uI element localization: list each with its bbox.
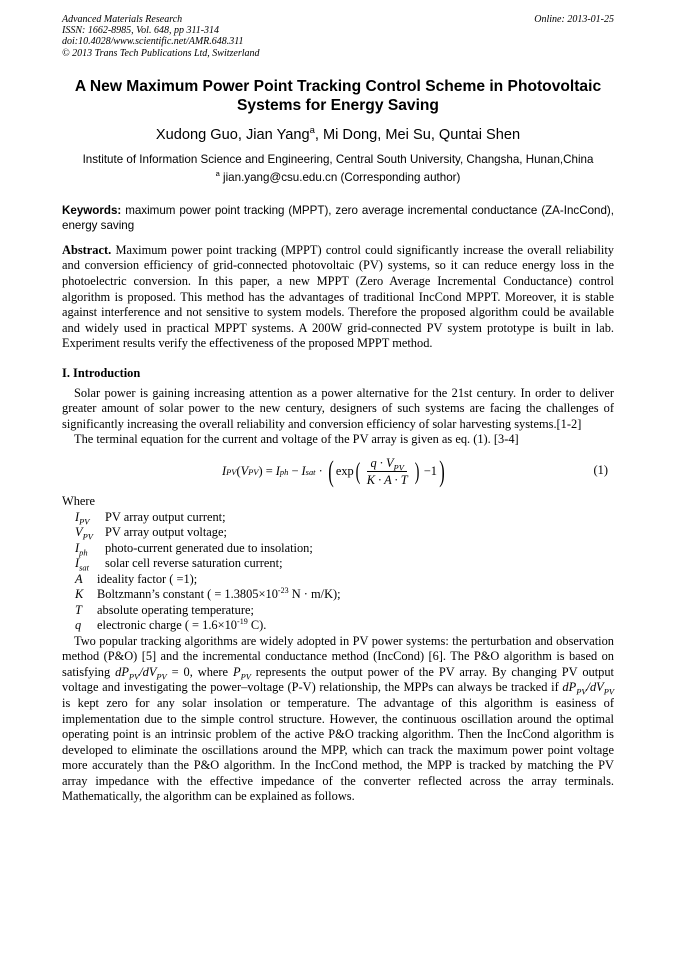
variable-symbol: A bbox=[75, 571, 83, 586]
variable-symbol bbox=[75, 510, 105, 526]
variable-description bbox=[97, 618, 266, 634]
eq-current-symbol: I bbox=[222, 464, 227, 479]
variable-symbol: q bbox=[75, 618, 82, 633]
abstract bbox=[62, 243, 614, 352]
eq-numerator-text: q · V bbox=[370, 456, 394, 471]
where-label: Where bbox=[62, 493, 96, 508]
paper-page bbox=[62, 14, 614, 805]
symbol-sub: PV bbox=[79, 516, 90, 526]
issn-line: ISSN: 1662-8985, Vol. 648, pp 311-314 bbox=[62, 25, 220, 37]
eq-numerator-sub: PV bbox=[393, 462, 404, 473]
variable-symbol: K bbox=[75, 587, 84, 602]
variable-row bbox=[75, 510, 614, 526]
variable-description: PV array output voltage; bbox=[105, 525, 227, 540]
symbol-letter: I bbox=[75, 540, 80, 555]
variable-row bbox=[75, 556, 614, 572]
variable-row bbox=[75, 587, 614, 603]
eq-exp-paren-left: ( bbox=[355, 458, 361, 485]
eq-big-paren-left: ( bbox=[328, 454, 334, 488]
online-date: Online: 2013-01-25 bbox=[534, 14, 614, 25]
section-heading-introduction: I. Introduction bbox=[62, 365, 141, 380]
variable-row bbox=[75, 603, 614, 619]
desc-pre: Boltzmann’s constant ( = 1.3805×10 bbox=[97, 587, 278, 602]
p3-slash-2: / bbox=[586, 680, 590, 695]
desc-exponent: -23 bbox=[277, 585, 289, 595]
variable-symbol: T bbox=[75, 602, 82, 617]
variable-description: PV array output current; bbox=[105, 509, 226, 524]
variable-description: solar cell reverse saturation current; bbox=[105, 556, 283, 571]
eq-paren-close: ) bbox=[258, 464, 263, 479]
variable-row bbox=[75, 572, 614, 588]
variable-symbol bbox=[75, 541, 105, 557]
eq-isat-symbol: I bbox=[301, 464, 306, 479]
variable-row bbox=[75, 618, 614, 634]
p3-text-4: is kept zero for any solar insolation or temperature. The advantage of this algorithm is easiness of implementation due to the simple control structure. However, the continuous oscillation around the optimal operating point is an intrinsic problem of the active P&O tracking algorithm. Then the IncCond algorithm is developed to eliminate the oscillations around the MPP, which can track the maximum power point voltage more accurately than the P&O algorithm. In the IncCond method, the MPP is tracked by matching the PV array impedance with the effective impedance of the converter reflected across the array terminals. Mathematically, the algorithm can be explained as follows. bbox=[62, 695, 614, 804]
eq-paren-open: ( bbox=[236, 464, 241, 479]
p3-dv-sub-2: PV bbox=[603, 686, 614, 697]
author-1: Xudong Guo, bbox=[155, 126, 246, 143]
desc-pre: electronic charge ( = 1.6×10 bbox=[97, 618, 238, 633]
symbol-sub: PV bbox=[82, 531, 93, 542]
p3-slash: / bbox=[139, 664, 143, 679]
p3-pp-sub: PV bbox=[240, 671, 251, 682]
variable-description bbox=[97, 587, 341, 603]
author-list bbox=[62, 126, 614, 144]
author-rest: , Mi Dong, Mei Su, Quntai Shen bbox=[314, 126, 521, 143]
variable-symbol bbox=[75, 556, 105, 572]
variable-description: absolute operating temperature; bbox=[97, 602, 254, 617]
keywords bbox=[62, 203, 614, 233]
variable-row bbox=[75, 541, 614, 557]
intro-paragraph-1: Solar power is gaining increasing attention as a power alternative for the 21st century. In order to deliver greater amount of solar power to the new century, designers of such systems are facing the challenges of significantly increasing the overall reliability and conversion efficiency of solar harvesting systems.[1-2] bbox=[62, 385, 614, 431]
equation-number: (1) bbox=[593, 462, 608, 477]
abstract-text: Maximum power point tracking (MPPT) control could significantly increase the overall reliability and conversion efficiency of grid-connected photovoltaic (PV) systems, so it can reduce energy loss in the photoelectric conversion. In this paper, a new MPPT (Zero Average Incremental Conductance) control algorithm is proposed. This method has the advantages of traditional IncCond MPPT. Moreover, it is stable against interference and not sensitive to system models. Therefore the proposed algorithm could be available and widely used in practical MPPT systems. A 200W grid-connected PV system prototype is built in lab. Experiment results verify the effectiveness of the proposed MPPT method. bbox=[62, 242, 614, 351]
doi-line: doi:10.4028/www.scientific.net/AMR.648.311 bbox=[62, 36, 244, 48]
variable-description: ideality factor ( =1); bbox=[97, 571, 198, 586]
variable-description: photo-current generated due to insolation; bbox=[105, 540, 313, 555]
p3-dv-2: dV bbox=[589, 680, 604, 695]
author-2-marker: a bbox=[309, 124, 315, 136]
eq-big-paren-right: ) bbox=[439, 454, 445, 488]
eq-fraction bbox=[364, 456, 411, 487]
equation-1 bbox=[62, 450, 614, 494]
email-marker: a bbox=[215, 168, 220, 178]
eq-minus: − bbox=[288, 464, 302, 479]
eq-equals: = bbox=[262, 464, 276, 479]
desc-post: C). bbox=[247, 618, 267, 633]
eq-numerator bbox=[367, 456, 406, 472]
p3-dp-sub-2: PV bbox=[576, 686, 587, 697]
corresponding-email bbox=[62, 169, 614, 187]
eq-exp: exp bbox=[335, 464, 354, 479]
affiliation: Institute of Information Science and Engineering, Central South University, Changsha, Hunan,China bbox=[82, 152, 594, 166]
p3-dp-2: dP bbox=[562, 680, 577, 695]
p3-dv: dV bbox=[142, 664, 157, 679]
p3-pp: P bbox=[232, 664, 241, 679]
symbol-letter: I bbox=[75, 509, 80, 524]
p3-text-3: represents the output power of the PV array. By changing PV output voltage and investigating the power–voltage (P-V) relationship, the MPPs can always be tracked if bbox=[62, 664, 614, 695]
p3-dv-sub: PV bbox=[156, 671, 167, 682]
copyright-line: © 2013 Trans Tech Publications Ltd, Switzerland bbox=[62, 47, 260, 59]
intro-paragraph-2: The terminal equation for the current and voltage of the PV array is given as eq. (1). [3-4] bbox=[74, 432, 519, 447]
author-2: Jian Yang bbox=[246, 126, 310, 143]
symbol-letter: V bbox=[75, 525, 83, 540]
keywords-label: Keywords: bbox=[62, 203, 122, 217]
eq-denominator: K · A · T bbox=[366, 473, 408, 488]
journal-header bbox=[62, 14, 614, 59]
paper-title: A New Maximum Power Point Tracking Control Scheme in Photovoltaic Systems for Energy Saving bbox=[74, 77, 602, 114]
desc-exponent: -19 bbox=[237, 616, 248, 626]
variable-row bbox=[75, 525, 614, 541]
symbol-letter: I bbox=[75, 556, 80, 571]
intro-paragraph-3 bbox=[62, 634, 614, 806]
p3-dp: dP bbox=[115, 664, 129, 679]
abstract-label: Abstract. bbox=[62, 242, 112, 257]
eq-exp-paren-right: ) bbox=[414, 458, 420, 485]
eq-dot: · bbox=[315, 464, 326, 479]
email-text: jian.yang@csu.edu.cn (Corresponding author) bbox=[219, 170, 461, 184]
p3-text-2: = 0, where bbox=[166, 664, 233, 679]
p3-text-1: Two popular tracking algorithms are widely adopted in PV power systems: the perturbation and observation method (P&O) [5] and the incremental conductance method (IncCond) [6]. The P&O algorithm is based on satisfying bbox=[62, 633, 614, 679]
eq-voltage-symbol: V bbox=[240, 464, 249, 479]
desc-post: N · m/K); bbox=[288, 587, 341, 602]
journal-name: Advanced Materials Research bbox=[62, 14, 183, 25]
equation-body: I PV ( V PV ) = I ph − I sat · ( exp ( $\frac{q \cdot V_{PV}}{K \cdot A \cdot T}$ ) −1 ) bbox=[222, 454, 445, 488]
keywords-text: maximum power point tracking (MPPT), zero average incremental conductance (ZA-IncCond), energy saving bbox=[62, 203, 614, 232]
eq-minus-one: −1 bbox=[420, 464, 437, 479]
variable-symbol bbox=[75, 525, 105, 541]
symbol-sub: ph bbox=[79, 547, 88, 557]
p3-dp-sub: PV bbox=[128, 671, 140, 682]
variable-list bbox=[62, 510, 614, 634]
eq-iph-symbol: I bbox=[275, 464, 280, 479]
symbol-sub: sat bbox=[79, 562, 89, 573]
